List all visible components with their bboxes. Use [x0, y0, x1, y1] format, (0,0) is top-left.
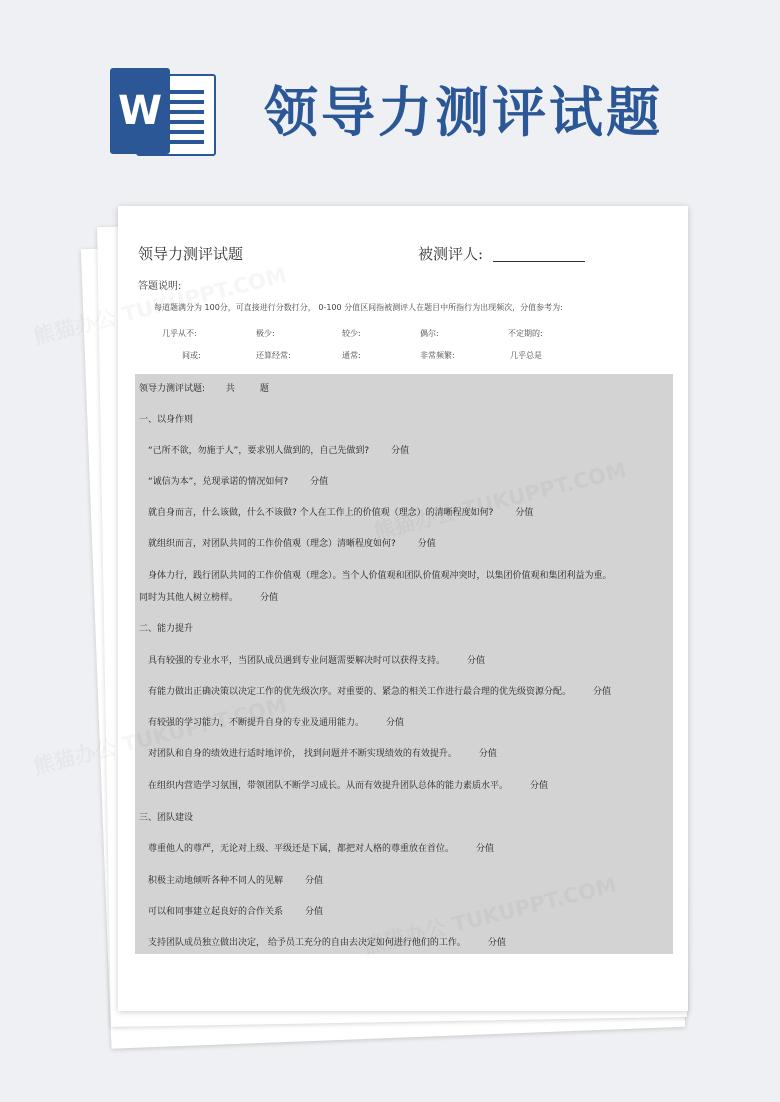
scale-label: 偶尔: — [420, 329, 439, 338]
question-item — [148, 443, 409, 456]
question-text: 就组织而言，对团队共同的工作价值观（理念）清晰程度如何? — [148, 539, 396, 549]
question-item — [148, 715, 404, 728]
score-label[interactable]: 分值 — [487, 938, 506, 948]
subject-label: 被测评人: — [418, 245, 484, 263]
test-total-unit: 题 — [259, 384, 269, 394]
test-header-label: 领导力测评试题: — [139, 384, 206, 394]
word-icon — [110, 68, 214, 154]
question-text: 同时为其他人树立榜样。 — [139, 593, 239, 603]
test-header — [139, 381, 269, 394]
word-logo-letter: W — [110, 68, 170, 154]
question-item — [148, 873, 323, 886]
question-text: 可以和同事建立起良好的合作关系 — [148, 907, 284, 917]
instructions-text: 每道题满分为 100分，可直接进行分数打分， 0-100 分值区间指被测评人在题目中所指行为出现频次，分值参考为: — [154, 303, 563, 312]
score-label[interactable]: 分值 — [305, 876, 324, 886]
test-total: 共 — [225, 384, 235, 394]
question-item — [148, 653, 485, 666]
scale-label: 间或: — [182, 351, 201, 360]
score-label[interactable]: 分值 — [467, 656, 486, 666]
question-item — [148, 536, 436, 549]
question-text: “诚信为本”，兑现承诺的情况如何? — [148, 477, 289, 487]
score-label[interactable]: 分值 — [260, 593, 279, 603]
banner-title: 领导力测评试题 — [264, 80, 663, 144]
scale-label: 通常: — [342, 351, 361, 360]
score-label[interactable]: 分值 — [417, 539, 436, 549]
score-label[interactable]: 分值 — [515, 508, 534, 518]
question-item — [148, 684, 611, 697]
question-item: 身体力行，践行团队共同的工作价值观（理念）。当个人价值观和团队价值观冲突时，以集团价值观和集团利益为重。 — [148, 571, 612, 581]
score-label[interactable]: 分值 — [310, 477, 329, 487]
document-title: 领导力测评试题 — [138, 245, 244, 263]
section-title: 二、能力提升 — [139, 624, 194, 634]
score-label[interactable]: 分值 — [391, 446, 410, 456]
test-panel — [135, 374, 673, 954]
scale-label: 不定期的: — [508, 329, 543, 338]
score-label[interactable]: 分值 — [476, 844, 495, 854]
scale-label: 几乎从不: — [162, 329, 197, 338]
question-text: 对团队和自身的绩效进行适时地评价， 找到问题并不断实现绩效的有效提升。 — [148, 749, 457, 759]
question-text: 支持团队成员独立做出决定， 给予员工充分的自由去决定如何进行他们的工作。 — [148, 938, 466, 948]
question-item — [148, 778, 548, 791]
section-title: 三、团队建设 — [139, 813, 194, 823]
question-text: “己所不欲，勿施于人”，要求别人做到的，自己先做到? — [148, 446, 370, 456]
score-label[interactable]: 分值 — [593, 687, 612, 697]
subject-input-line[interactable] — [493, 261, 585, 262]
scale-label: 非常频繁: — [420, 351, 455, 360]
question-text: 在组织内营造学习氛围，带领团队不断学习成长。从而有效提升团队总体的能力素质水平。 — [148, 781, 509, 791]
score-label[interactable]: 分值 — [386, 718, 405, 728]
question-item — [148, 746, 497, 759]
question-text: 积极主动地倾听各种不同人的见解 — [148, 876, 284, 886]
instructions-label: 答题说明: — [138, 281, 182, 292]
question-text: 有较强的学习能力，不断提升自身的专业及通用能力。 — [148, 718, 365, 728]
question-item — [148, 505, 533, 518]
question-text: 有能力做出正确决策以决定工作的优先级次序。对重要的、紧急的相关工作进行最合理的优先级资源分配。 — [148, 687, 572, 697]
score-label[interactable]: 分值 — [478, 749, 497, 759]
scale-label: 极少: — [256, 329, 275, 338]
question-text: 尊重他人的尊严，无论对上级、平级还是下属，都把对人格的尊重放在首位。 — [148, 844, 455, 854]
score-label[interactable]: 分值 — [305, 907, 324, 917]
question-item-continued — [139, 590, 278, 603]
scale-label: 较少: — [342, 329, 361, 338]
question-item — [148, 841, 494, 854]
question-item — [148, 935, 506, 948]
scale-label: 还算经常: — [256, 351, 291, 360]
section-title: 一、以身作则 — [139, 415, 194, 425]
question-item — [148, 474, 328, 487]
question-text: 就自身而言，什么该做，什么不该做? 个人在工作上的价值观（理念）的清晰程度如何? — [148, 508, 494, 518]
question-text: 具有较强的专业水平，当团队成员遇到专业问题需要解决时可以获得支持。 — [148, 656, 446, 666]
document-page — [118, 206, 688, 1011]
question-item — [148, 904, 323, 917]
score-label[interactable]: 分值 — [530, 781, 549, 791]
scale-label: 几乎总是 — [510, 351, 542, 360]
banner — [0, 0, 780, 200]
